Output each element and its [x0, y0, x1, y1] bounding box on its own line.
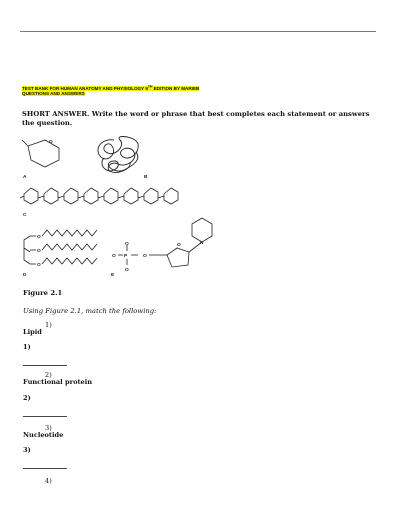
- section-instructions: Write the word or phrase that best completes each statement or answers the question.: [22, 110, 370, 127]
- figure-label-a: A: [23, 175, 27, 180]
- molecule-d-triglyceride: [24, 230, 97, 264]
- nitrogen-label: N: [200, 241, 204, 246]
- banner-text-2: EDITION BY MARIEB: [152, 85, 200, 91]
- molecule-c-polysaccharide: [20, 188, 178, 204]
- answer-2-blank[interactable]: [23, 416, 67, 417]
- oxygen-label-d1: O: [37, 235, 41, 240]
- oxygen-label-a: O: [49, 140, 53, 145]
- banner-line-2: [22, 91, 252, 96]
- answer-3-blank[interactable]: [23, 468, 67, 469]
- question-1-number: 1): [45, 321, 52, 329]
- figure-caption: Figure 2.1: [23, 289, 63, 297]
- oxygen-label-e4: O: [143, 254, 147, 259]
- short-answer-instructions: [22, 110, 377, 128]
- molecule-a-ring: [22, 139, 59, 167]
- banner-superscript: TH: [147, 84, 153, 88]
- answer-1-label: 1): [23, 343, 31, 351]
- oxygen-label-e2: O: [125, 242, 129, 247]
- question-2-number: 2): [45, 371, 52, 379]
- figure-instruction: Using Figure 2.1, match the following:: [23, 307, 157, 315]
- oxygen-label-e5: O: [177, 243, 181, 248]
- figure-label-b: B: [144, 175, 148, 180]
- oxygen-label-d3: O: [37, 263, 41, 268]
- answer-1-blank[interactable]: [23, 365, 67, 366]
- figure-label-e: E: [111, 273, 115, 278]
- figure-2-1: [14, 134, 224, 282]
- top-rule: [20, 31, 376, 32]
- question-1-term: Lipid: [23, 328, 42, 336]
- figure-label-d: D: [23, 273, 27, 278]
- phosphorus-label: P: [124, 254, 128, 259]
- banner-text-3: QUESTIONS AND ANSWERS: [22, 90, 85, 96]
- answer-3-label: 3): [23, 446, 31, 454]
- figure-label-c: C: [23, 213, 27, 218]
- test-bank-banner: [22, 84, 252, 96]
- oxygen-label-d2: O: [37, 249, 41, 254]
- molecule-e-nucleotide: [118, 218, 212, 267]
- question-2-term: Functional protein: [23, 378, 93, 386]
- oxygen-label-e3: O: [125, 268, 129, 273]
- banner-text-1: TEST BANK FOR HUMAN ANATOMY AND PHYSIOLOGY 9: [22, 85, 148, 91]
- molecule-b-protein: [98, 137, 138, 173]
- banner-line-1: [22, 84, 252, 91]
- question-3-number: 3): [45, 424, 52, 432]
- question-3-term: Nucleotide: [23, 431, 64, 439]
- question-4-number: 4): [45, 477, 52, 485]
- answer-2-label: 2): [23, 394, 31, 402]
- oxygen-label-e1: O: [112, 254, 116, 259]
- section-heading: SHORT ANSWER.: [22, 110, 90, 118]
